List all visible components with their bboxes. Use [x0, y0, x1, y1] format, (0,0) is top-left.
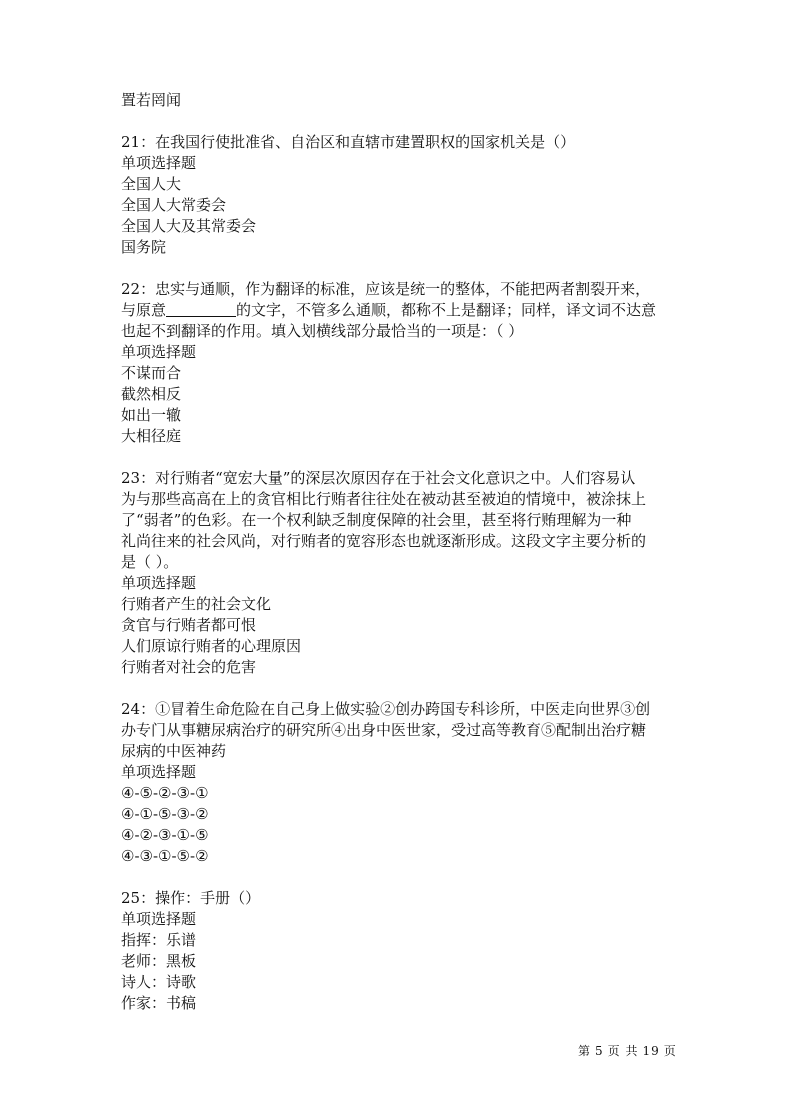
- question-type: 单项选择题: [121, 763, 197, 781]
- question-25: [121, 888, 681, 1014]
- question-type: 单项选择题: [121, 154, 197, 172]
- option: 大相径庭: [121, 427, 182, 445]
- option: ④-②-③-①-⑤: [121, 826, 209, 844]
- option: 全国人大常委会: [121, 196, 227, 214]
- fill-blank: [166, 302, 236, 317]
- question-stem: 也起不到翻译的作用。填入划横线部分最恰当的一项是：（ ）: [121, 322, 524, 340]
- option: 全国人大及其常委会: [121, 217, 257, 235]
- footer-suffix: 页: [663, 1044, 677, 1058]
- option: 老师：黑板: [121, 952, 197, 970]
- question-type: 单项选择题: [121, 910, 197, 928]
- question-stem: 是（ ）。: [121, 553, 179, 571]
- option: 贪官与行贿者都可恨: [121, 616, 257, 634]
- previous-answer-tail: 置若罔闻: [121, 91, 182, 109]
- current-page-number: 5: [595, 1044, 604, 1058]
- question-stem: 了“弱者”的色彩。在一个权利缺乏制度保障的社会里，甚至将行贿理解为一种: [121, 511, 632, 529]
- question-type: 单项选择题: [121, 574, 197, 592]
- question-type: 单项选择题: [121, 343, 197, 361]
- question-24: [121, 699, 681, 867]
- option: 截然相反: [121, 385, 182, 403]
- option: ④-①-⑤-③-②: [121, 805, 209, 823]
- question-stem: 21：在我国行使批准省、自治区和直辖市建置职权的国家机关是（）: [121, 133, 576, 151]
- question-stem: 25：操作：手册（）: [121, 889, 261, 907]
- option: ④-⑤-②-③-①: [121, 784, 209, 802]
- footer-prefix: 第: [578, 1044, 592, 1058]
- option: 全国人大: [121, 175, 182, 193]
- stem-part: 的文字，不管多么通顺，都称不上是翻译；同样，译文词不达意: [236, 301, 657, 319]
- option: 诗人：诗歌: [121, 973, 197, 991]
- option: 国务院: [121, 238, 167, 256]
- page-footer: [576, 1042, 679, 1059]
- option: 指挥：乐谱: [121, 931, 197, 949]
- question-stem: 22：忠实与通顺，作为翻译的标准，应该是统一的整体，不能把两者割裂开来，: [121, 280, 651, 298]
- option: 人们原谅行贿者的心理原因: [121, 637, 302, 655]
- total-page-count: 19: [642, 1044, 660, 1058]
- option: 行贿者对社会的危害: [121, 658, 257, 676]
- stem-part: 与原意: [121, 301, 167, 319]
- question-21: [121, 132, 681, 258]
- question-stem: 为与那些高高在上的贪官相比行贿者往往处在被动甚至被迫的情境中，被涂抹上: [121, 490, 647, 508]
- question-stem: 24：①冒着生命危险在自己身上做实验②创办跨国专科诊所，中医走向世界③创: [121, 700, 651, 718]
- footer-mid: 页 共: [607, 1044, 639, 1058]
- question-23: [121, 468, 681, 678]
- option: 作家：书稿: [121, 994, 197, 1012]
- question-stem: 尿病的中医神药: [121, 742, 227, 760]
- option: 行贿者产生的社会文化: [121, 595, 272, 613]
- option: ④-③-①-⑤-②: [121, 847, 209, 865]
- page-content: [121, 90, 681, 1014]
- option: 不谋而合: [121, 364, 182, 382]
- question-stem: 23：对行贿者“宽宏大量”的深层次原因存在于社会文化意识之中。人们容易认: [121, 469, 636, 487]
- question-stem: 办专门从事糖尿病治疗的研究所④出身中医世家，受过高等教育⑤配制出治疗糖: [121, 721, 647, 739]
- option: 如出一辙: [121, 406, 182, 424]
- question-stem: 礼尚往来的社会风尚，对行贿者的宽容形态也就逐渐形成。这段文字主要分析的: [121, 532, 647, 550]
- question-22: [121, 279, 681, 447]
- question-stem-with-blank: [121, 300, 681, 321]
